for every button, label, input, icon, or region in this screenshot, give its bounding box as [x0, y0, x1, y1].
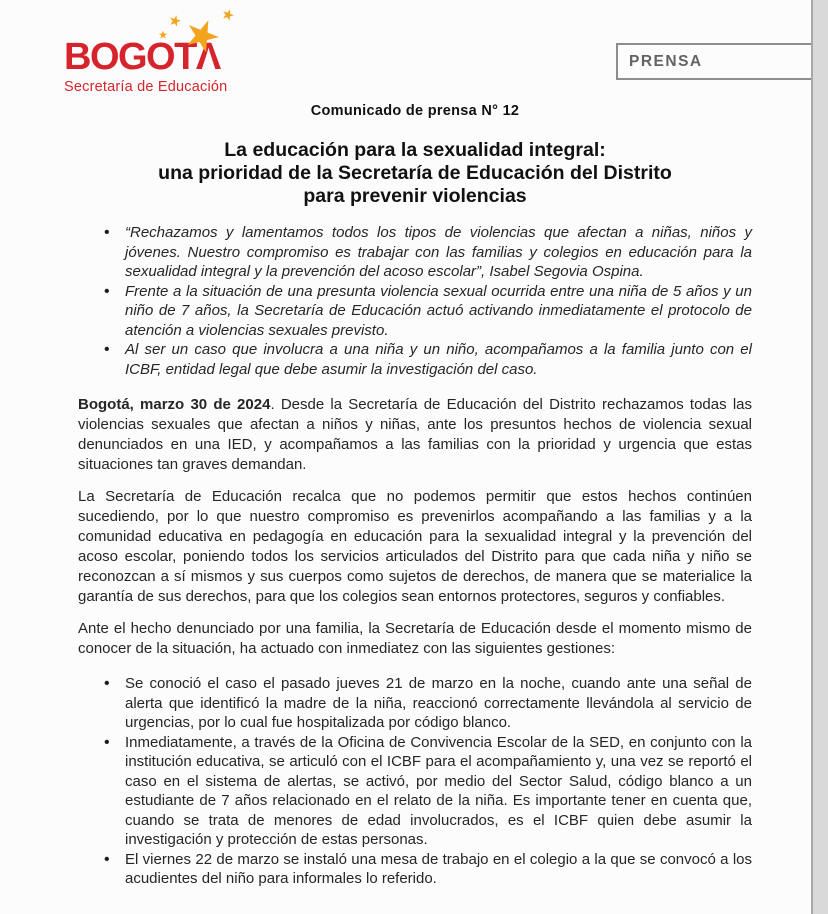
logo-lambda-letter: Λ [195, 36, 220, 78]
logo-tagline: Secretaría de Educación [64, 79, 228, 95]
action-bullet-item: • El viernes 22 de marzo se instaló una mesa de trabajo en el colegio a la que se convocó a los acudientes del niño para informales lo referido. [102, 850, 752, 889]
dateline-rest: . Desde la Secretaría de Educación del Distrito rechazamos todas las violencias sexuales que afectan a niños y niñas, ante los presuntos hechos de violencia sexual denunciados en una IED, y acompañamos a las familias con la prioridad y urgencia que estas situaciones tan graves demandan. [78, 396, 752, 473]
paragraph-actions-intro: Ante el hecho denunciado por una familia, la Secretaría de Educación desde el momento mismo de conocer de la situación, ha actuado con inmediatez con las siguientes gestiones: [78, 620, 752, 657]
comunicado-heading: Comunicado de prensa N° 12 [310, 103, 520, 119]
main-title-line3: para prevenir violencias [303, 185, 527, 207]
page-edge-shadow [811, 0, 828, 914]
main-title-line2: una prioridad de la Secretaría de Educación del Distrito [158, 162, 672, 184]
dateline-bold: Bogotá, marzo 30 de 2024 [78, 396, 271, 413]
action-bullet-list [78, 674, 752, 889]
paragraph-dateline [78, 395, 752, 475]
action-bullet-item: • Inmediatamente, a través de la Oficina de Convivencia Escolar de la SED, en conjunto con la institución educativa, se articuló con el ICBF para el acompañamiento y, una vez se reportó el caso en el sistema de alertas, se activó, por medio del Sector Salud, código blanco a un estudiante de 7 años relacionado en el relato de la niña. Es importante tener en cuenta que, cuando se trata de menores de edad involucrados, es el ICBF quien debe asumir la investigación y protección de estas personas. [102, 733, 752, 850]
quote-bullet-item: • Frente a la situación de una presunta violencia sexual ocurrida entre una niña de 5 años y un niño de 7 años, la Secretaría de Educación actuó activando inmediatamente el protocolo de atención a violencias sexuales previsto. [102, 282, 752, 341]
quote-bullet-item: • “Rechazamos y lamentamos todos los tipos de violencias que afectan a niñas, niños y jóvenes. Nuestro compromiso es trabajar con las familias y colegios en educación para la sexualidad integral y la prevención del acoso escolar”, Isabel Segovia Ospina. [102, 223, 752, 282]
paragraph-commitment: La Secretaría de Educación recalca que no podemos permitir que estos hechos continúen sucediendo, por lo que nuestro compromiso es prevenirlos acompañando a las familias y a la comunidad educativa en pedagogía en educación para la sexualidad integral y la prevención del acoso escolar, poniendo todos los servicios articulados del Distrito para que cada niña y niño se reconozcan a sí mismos y sus cuerpos como sujetos de derechos, de manera que se materialice la garantía de sus derechos, para que los colegios sean entornos protectores, seguros y confiables. [78, 488, 752, 605]
logo-wordmark: BOGOTΛ [64, 36, 220, 78]
main-title-line1: La educación para la sexualidad integral: [224, 139, 606, 161]
main-title [78, 139, 752, 208]
prensa-label: PRENSA [629, 52, 703, 70]
action-bullet-item: • Se conoció el caso el pasado jueves 21 de marzo en la noche, cuando ante una señal de alerta que identificó la madre de la niña, reaccionó correctamente llevándola al servicio de urgencias, por lo cual fue hospitalizada por código blanco. [102, 674, 752, 733]
quote-bullet-list [78, 223, 752, 379]
quote-bullet-item: • Al ser un caso que involucra a una niña y un niño, acompañamos a la familia junto con el ICBF, entidad legal que debe asumir la investigación del caso. [102, 340, 752, 379]
